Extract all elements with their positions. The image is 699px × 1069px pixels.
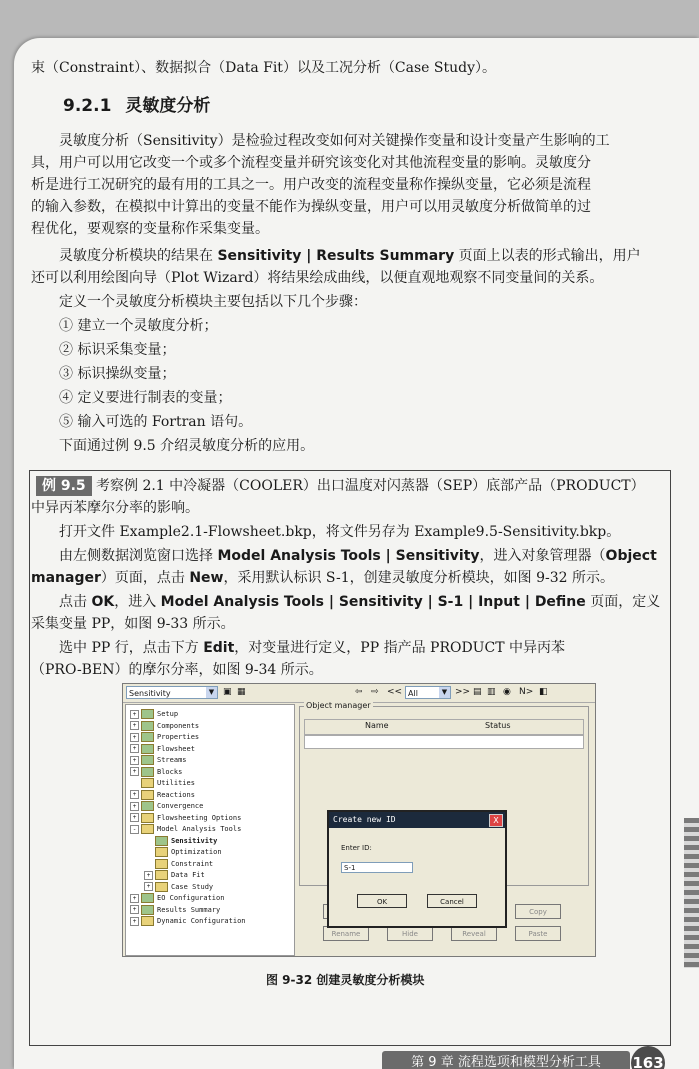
folder-icon — [141, 905, 154, 915]
nav-back-button[interactable]: << — [387, 687, 403, 697]
folder-icon — [155, 859, 168, 869]
book-page — [14, 38, 699, 1069]
tree-item-label: Model Analysis Tools — [157, 825, 242, 833]
dialog-title: Create new ID — [329, 812, 505, 828]
help-icon[interactable]: ◧ — [539, 687, 548, 697]
tree-item-label: Blocks — [157, 767, 183, 776]
folder-icon — [155, 836, 168, 846]
folder-icon — [141, 824, 154, 834]
tree-item[interactable] — [130, 790, 195, 801]
tree-item-label: Sensitivity — [171, 836, 218, 845]
expand-icon[interactable]: + — [130, 733, 139, 742]
id-input[interactable]: S-1 — [341, 862, 413, 873]
step-item: ④ 定义要进行制表的变量； — [59, 390, 232, 406]
folder-icon — [141, 813, 154, 823]
tree-item[interactable] — [130, 744, 195, 755]
expand-icon[interactable]: + — [130, 710, 139, 719]
scope-combo[interactable]: All ▼ — [405, 686, 451, 699]
folder-icon — [141, 778, 154, 788]
paragraph-line: manager）页面，点击 New，采用默认标识 S-1，创建灵敏度分析模块，如图 9-32 所示。 — [31, 570, 615, 586]
tree-item[interactable] — [144, 836, 217, 847]
nav-forward-button[interactable]: >> — [455, 687, 471, 697]
tree-item-label: Streams — [157, 756, 187, 764]
tree-item-label: Data Fit — [171, 871, 205, 879]
folder-icon — [141, 790, 154, 800]
page-number: 163 — [631, 1046, 665, 1069]
paragraph-line: 的输入参数，在模拟中计算出的变量不能作为操纵变量，用户可以用灵敏度分析做简单的过 — [31, 199, 591, 215]
paragraph-line: 下面通过例 9.5 介绍灵敏度分析的应用。 — [59, 438, 315, 454]
enter-id-label: Enter ID: — [341, 844, 372, 852]
tree-item[interactable] — [130, 732, 199, 743]
cancel-button[interactable]: Cancel — [427, 894, 477, 908]
section-heading — [63, 91, 210, 116]
decorative-stripes — [684, 818, 699, 968]
paragraph-line: 析是进行工况研究的最有用的工具之一。用户改变的流程变量称作操纵变量，它必须是流程 — [31, 177, 591, 193]
paragraph-line: 束（Constraint）、数据拟合（Data Fit）以及工况分析（Case Study）。 — [31, 60, 497, 76]
paragraph-line: 采集变量 PP，如图 9-33 所示。 — [31, 616, 235, 632]
tree-item[interactable] — [144, 859, 213, 870]
chevron-down-icon: ▼ — [206, 687, 217, 698]
tree-item[interactable] — [130, 709, 178, 720]
tree-item-label: Results Summary — [157, 905, 221, 914]
paragraph-line: 还可以利用绘图向导（Plot Wizard）将结果绘成曲线，以便直观地观察不同变量间的关系。 — [31, 270, 604, 286]
folder-icon — [141, 893, 154, 903]
paragraph-line: 选中 PP 行，点击下方 Edit，对变量进行定义，PP 指产品 PRODUCT 中异丙苯 — [59, 640, 565, 656]
tree-item-label: Dynamic Configuration — [157, 917, 246, 925]
paragraph-line: 程优化，要观察的变量称作采集变量。 — [31, 221, 269, 237]
paragraph-line: 由左侧数据浏览窗口选择 Model Analysis Tools | Sensitivity，进入对象管理器（Object — [59, 548, 657, 564]
step-item: ① 建立一个灵敏度分析； — [59, 318, 218, 334]
chevron-down-icon: ▼ — [439, 687, 450, 698]
tree-item-label: Flowsheeting Options — [157, 813, 242, 822]
tree-item-label: Optimization — [171, 848, 222, 856]
folder-icon — [141, 709, 154, 719]
expand-icon[interactable]: + — [130, 721, 139, 730]
table-header — [304, 719, 584, 735]
tree-item[interactable] — [130, 755, 187, 766]
folder-icon — [155, 847, 168, 857]
tree-item[interactable] — [144, 870, 205, 881]
column-header-name: Name — [365, 721, 389, 730]
tree-item-label: Convergence — [157, 802, 204, 810]
chapter-footer: 第 9 章 流程选项和模型分析工具 — [382, 1051, 630, 1069]
folder-icon — [141, 732, 154, 742]
close-icon[interactable]: X — [489, 814, 503, 827]
tree-item-label: Flowsheet — [157, 744, 195, 753]
tree-item[interactable] — [130, 824, 241, 835]
tree-item[interactable] — [130, 767, 182, 778]
reveal-button[interactable]: Reveal — [451, 926, 497, 941]
object-manager-title: Object manager — [306, 701, 371, 710]
folder-icon — [155, 882, 168, 892]
tree-item[interactable] — [144, 847, 222, 858]
paragraph-line: 打开文件 Example2.1-Flowsheet.bkp，将文件另存为 Example9.5-Sensitivity.bkp。 — [59, 524, 621, 540]
figure-screenshot — [122, 683, 596, 957]
copy-button[interactable]: Copy — [515, 904, 561, 919]
tree-item[interactable] — [130, 721, 199, 732]
table-row[interactable] — [304, 735, 584, 749]
tree-item-label: EO Configuration — [157, 894, 225, 902]
expand-icon[interactable]: + — [130, 790, 139, 799]
tree-item[interactable] — [130, 778, 195, 789]
folder-icon — [155, 870, 168, 880]
paragraph-line: 具，用户可以用它改变一个或多个流程变量并研究该变化对其他流程变量的影响。灵敏度分 — [31, 155, 591, 171]
expand-icon[interactable]: + — [130, 744, 139, 753]
expand-icon[interactable]: + — [130, 756, 139, 765]
folder-icon — [141, 801, 154, 811]
tree-item[interactable] — [144, 882, 213, 893]
expand-icon[interactable]: + — [130, 802, 139, 811]
step-item: ⑤ 输入可选的 Fortran 语句。 — [59, 414, 253, 430]
figure-caption: 图 9-32 创建灵敏度分析模块 — [266, 973, 425, 987]
data-browser-tree — [125, 704, 295, 956]
step-item: ③ 标识操纵变量； — [59, 366, 176, 382]
tree-item-label: Case Study — [171, 882, 214, 891]
paragraph-line: （PRO-BEN）的摩尔分率，如图 9-34 所示。 — [31, 662, 323, 678]
tree-item-label: Constraint — [171, 859, 214, 868]
expand-icon[interactable]: + — [130, 813, 139, 822]
back-arrow-icon[interactable]: ⇦ — [355, 687, 363, 697]
step-item: ② 标识采集变量； — [59, 342, 176, 358]
tree-item-label: Utilities — [157, 779, 195, 787]
folder-up-icon[interactable]: ▣ — [223, 687, 232, 697]
rename-button[interactable]: Rename — [323, 926, 369, 941]
tree-item[interactable] — [130, 905, 220, 916]
tree-item-label: Reactions — [157, 790, 195, 799]
expand-icon[interactable]: - — [130, 825, 139, 834]
run-icon[interactable]: ◉ — [503, 687, 511, 697]
folder-icon — [141, 744, 154, 754]
expand-icon[interactable]: + — [130, 917, 139, 926]
expand-icon[interactable]: + — [130, 767, 139, 776]
grid-icon[interactable]: ▦ — [237, 687, 246, 697]
paragraph-line: 点击 OK，进入 Model Analysis Tools | Sensitivity | S-1 | Input | Define 页面，定义 — [59, 594, 661, 610]
paragraph-line: 灵敏度分析模块的结果在 Sensitivity | Results Summary 页面上以表的形式输出，用户 — [59, 248, 641, 264]
paragraph-line: 中异丙苯摩尔分率的影响。 — [31, 500, 199, 516]
navigation-combo[interactable]: Sensitivity ▼ — [126, 686, 218, 699]
folder-icon — [141, 755, 154, 765]
folder-icon — [141, 767, 154, 777]
tree-item[interactable] — [130, 801, 203, 812]
tree-item[interactable] — [130, 893, 224, 904]
folder-icon — [141, 721, 154, 731]
table-icon[interactable]: ▤ — [473, 687, 482, 697]
tree-item-label: Components — [157, 721, 200, 730]
expand-icon[interactable]: + — [144, 871, 153, 880]
paragraph-line: 定义一个灵敏度分析模块主要包括以下几个步骤： — [59, 294, 367, 310]
nav-next-button[interactable]: N> — [519, 687, 534, 697]
section-number: 9.2.1 — [63, 96, 112, 116]
section-title: 灵敏度分析 — [125, 96, 211, 116]
expand-icon[interactable]: + — [144, 882, 153, 891]
hide-button[interactable]: Hide — [387, 926, 433, 941]
paste-button[interactable]: Paste — [515, 926, 561, 941]
tree-item[interactable] — [130, 916, 246, 927]
paragraph-line: 灵敏度分析（Sensitivity）是检验过程改变如何对关键操作变量和设计变量产生影响的工 — [59, 133, 610, 149]
tree-item-label: Setup — [157, 710, 179, 718]
column-header-status: Status — [485, 721, 511, 730]
create-id-dialog — [327, 810, 507, 928]
folder-icon — [141, 916, 154, 926]
forward-arrow-icon[interactable]: ⇨ — [371, 687, 379, 697]
tree-item-label: Properties — [157, 733, 200, 741]
expand-icon[interactable]: + — [130, 905, 139, 914]
tree-item[interactable] — [130, 813, 241, 824]
form-icon[interactable]: ▥ — [487, 687, 496, 697]
example-tag: 例 9.5 — [36, 476, 92, 496]
paragraph-line: 考察例 2.1 中冷凝器（COOLER）出口温度对闪蒸器（SEP）底部产品（PRODUCT） — [96, 478, 645, 494]
expand-icon[interactable]: + — [130, 894, 139, 903]
ok-button[interactable]: OK — [357, 894, 407, 908]
